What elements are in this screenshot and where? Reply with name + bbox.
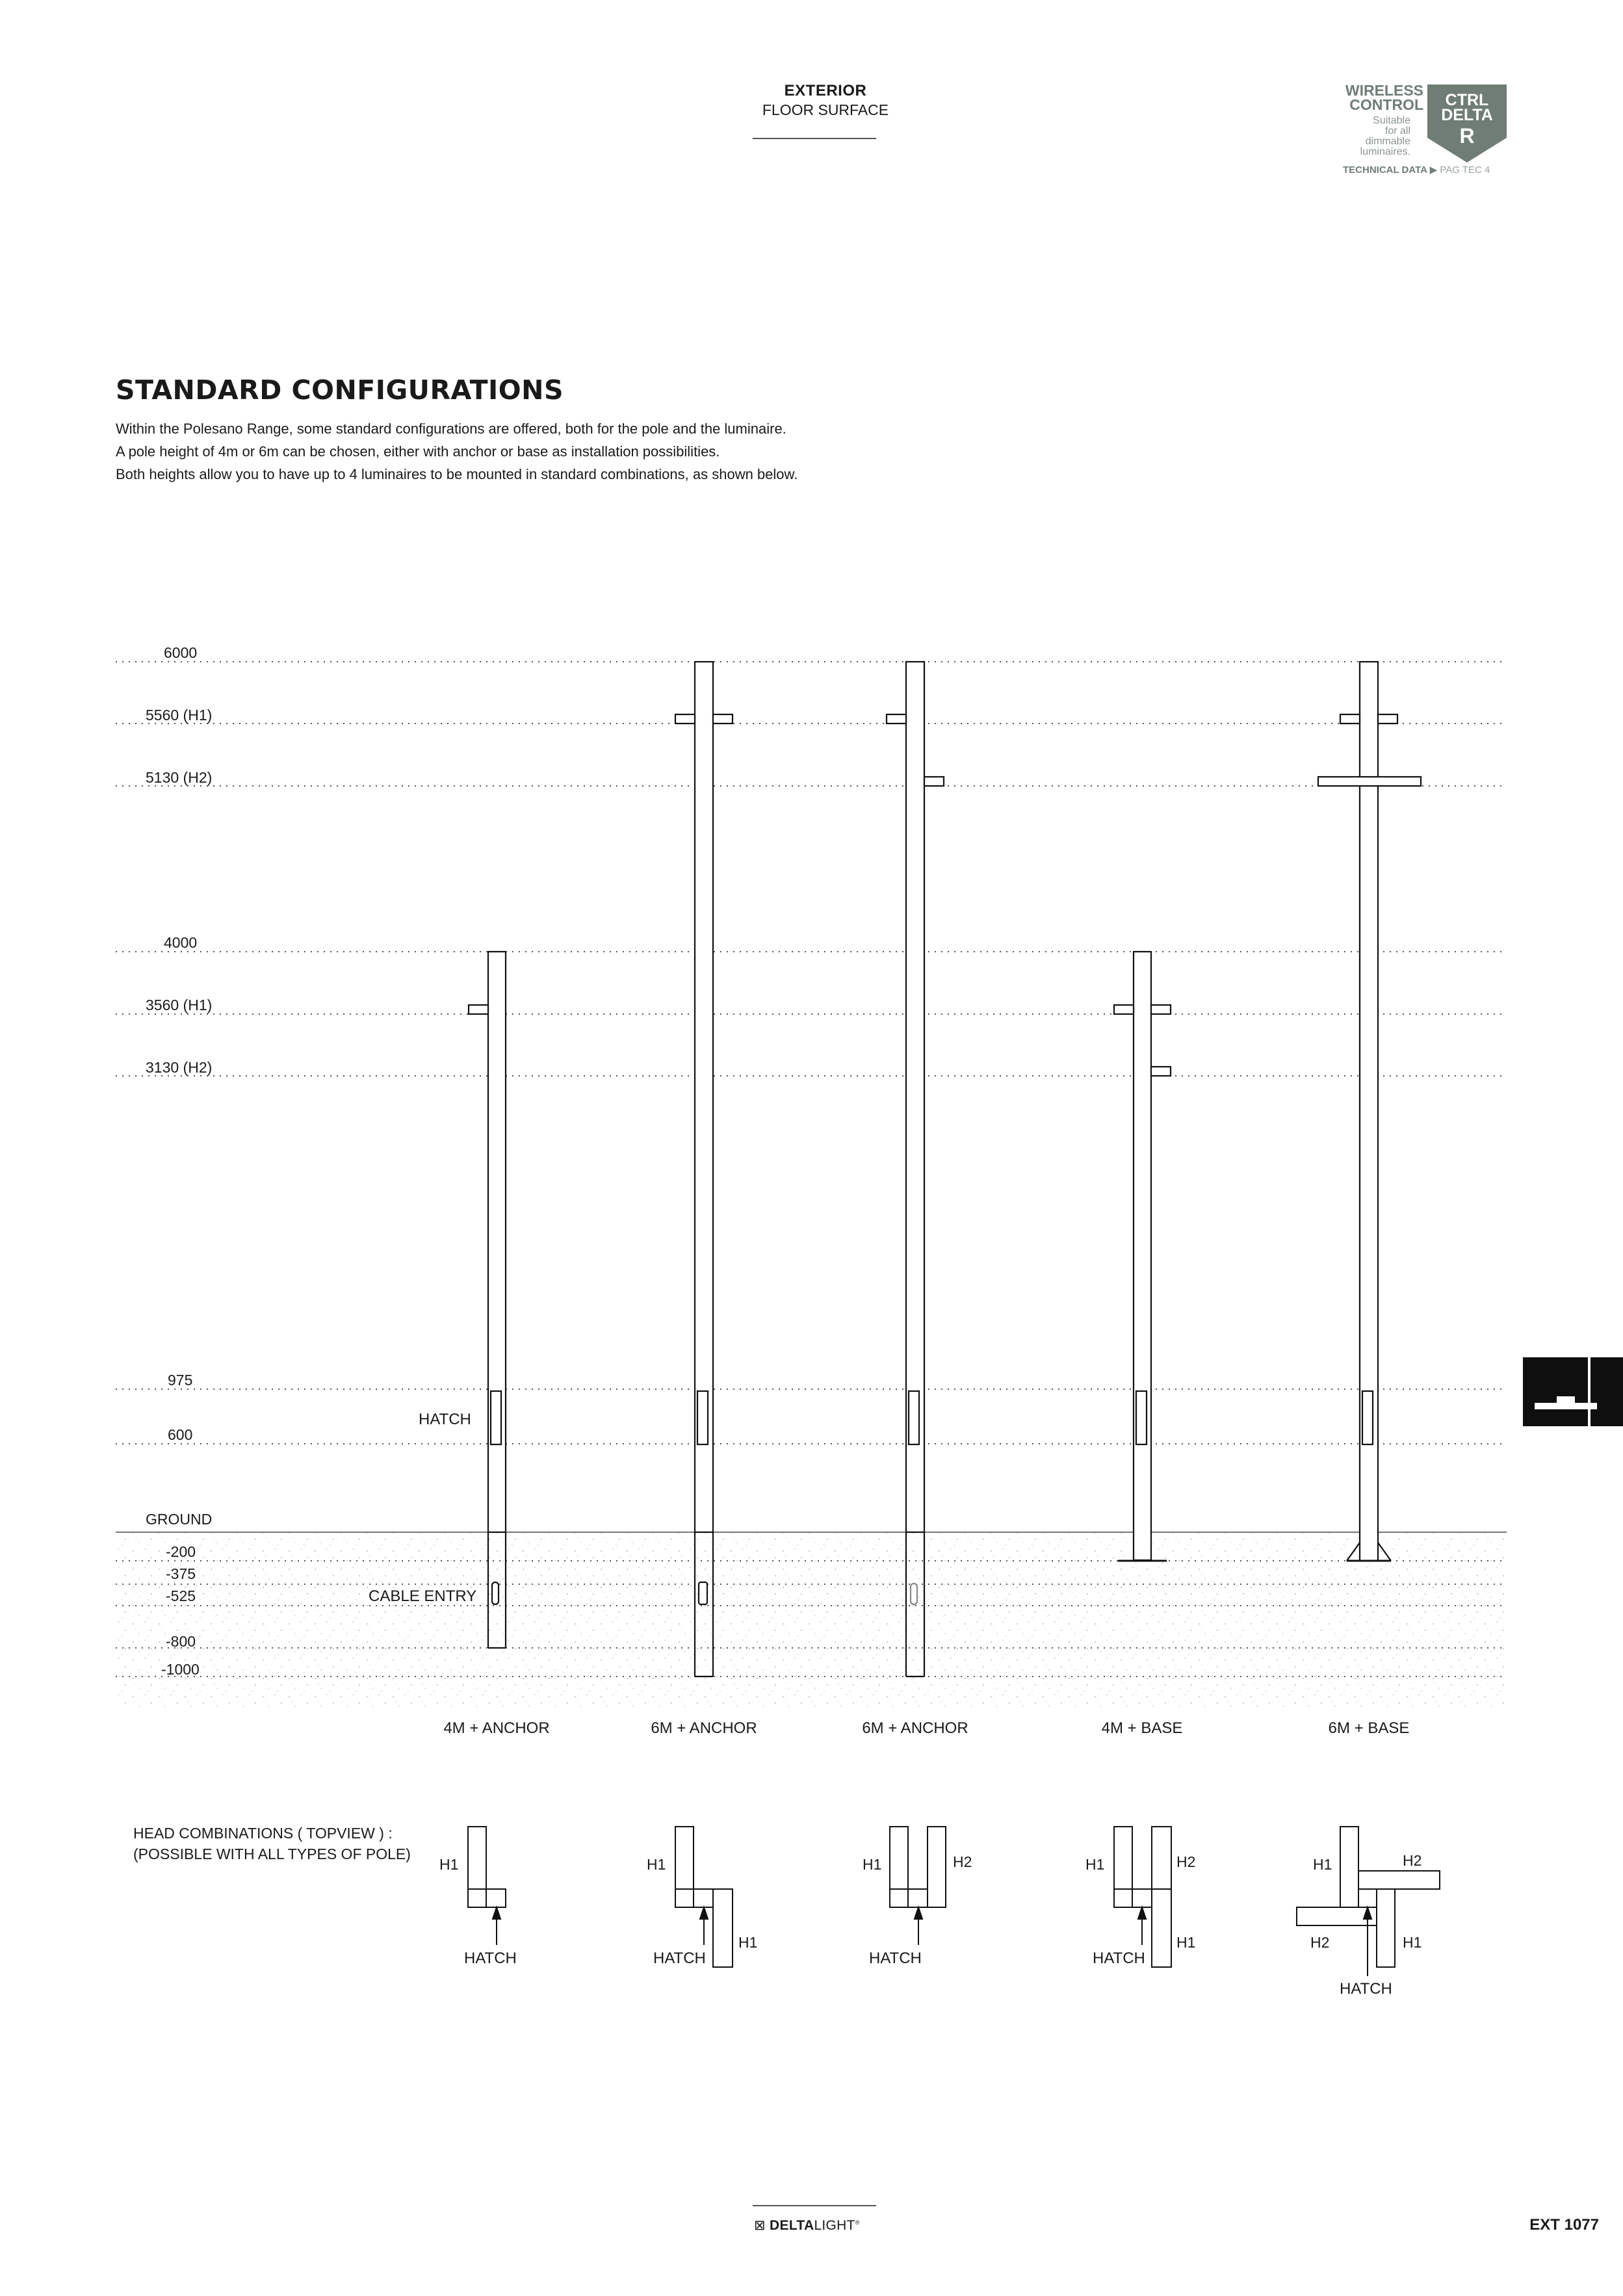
combo4-h1: H1 — [1085, 1856, 1105, 1873]
brand-light: LIGHT — [814, 2218, 855, 2233]
pole-6m-anchor-a — [675, 662, 733, 1676]
label-ground: GROUND — [146, 1511, 213, 1528]
arrow-up-icon — [915, 1907, 922, 1919]
cable-entry-slot — [492, 1582, 499, 1604]
label-minus-200: -200 — [166, 1543, 196, 1560]
luminaire-h1-left — [1340, 714, 1360, 724]
luminaire-h1-left — [675, 714, 695, 724]
config-label-5: 6M + BASE — [1328, 1719, 1410, 1737]
config-label-1: 4M + ANCHOR — [443, 1719, 550, 1737]
cable-entry-slot — [911, 1584, 917, 1604]
floor-surface-icon — [1523, 1357, 1623, 1426]
luminaire-h2 — [924, 777, 944, 786]
label-minus-800: -800 — [166, 1633, 196, 1650]
suitable-line-4: luminaires. — [1360, 146, 1410, 157]
delta-light-logo-icon: ⊠ — [754, 2218, 766, 2233]
label-975: 975 — [168, 1372, 193, 1389]
intro-line-1: Within the Polesano Range, some standard configurations are offered, both for the pole and the luminaire. — [116, 421, 786, 437]
soil-area — [116, 1532, 1508, 1708]
hatch-door — [697, 1391, 708, 1444]
config-label-3: 6M + ANCHOR — [862, 1719, 968, 1737]
label-6000: 6000 — [164, 644, 198, 661]
suitable-line-2: for all — [1384, 125, 1410, 137]
label-5130: 5130 (H2) — [146, 769, 213, 786]
shield-ctrl: CTRL — [1445, 91, 1489, 109]
brand-bold: DELTA — [770, 2218, 814, 2233]
combo1-hatch: HATCH — [464, 1950, 517, 1967]
label-5560: 5560 (H1) — [146, 707, 213, 724]
pag-tec-label: PAG TEC 4 — [1440, 164, 1490, 176]
combo5-h1-b: H1 — [1403, 1934, 1422, 1951]
label-4000: 4000 — [164, 934, 198, 951]
pole-top — [486, 1889, 506, 1907]
combo2-h1: H1 — [647, 1856, 666, 1873]
luminaire-h1 — [469, 1005, 488, 1014]
footer-divider — [753, 2205, 876, 2206]
pole-6m-anchor-b — [887, 662, 944, 1676]
combo2-h1-b: H1 — [738, 1934, 758, 1951]
config-label-2: 6M + ANCHOR — [651, 1719, 757, 1737]
wireless-label: WIRELESS — [1345, 82, 1423, 99]
section-title: STANDARD CONFIGURATIONS — [116, 374, 564, 406]
technical-data-label: TECHNICAL DATA — [1343, 164, 1427, 176]
luminaire-h1-right — [1378, 714, 1397, 724]
config-labels — [443, 1719, 1409, 1737]
pole-top — [694, 1889, 713, 1907]
control-label: CONTROL — [1349, 96, 1423, 113]
luminaire-h2 — [1151, 1067, 1171, 1076]
header-subcategory: FLOOR SURFACE — [762, 101, 889, 118]
head-h1-top — [1340, 1827, 1358, 1907]
pole-6m-base — [1318, 662, 1421, 1561]
cable-entry-annotation: CABLE ENTRY — [369, 1587, 477, 1605]
hatch-door — [491, 1391, 501, 1444]
head-h1 — [890, 1827, 908, 1907]
shield-r: R — [1459, 124, 1475, 148]
label-minus-1000: -1000 — [161, 1661, 200, 1678]
shield-delta: DELTA — [1441, 106, 1493, 124]
label-3130: 3130 (H2) — [146, 1059, 213, 1076]
head-h2 — [928, 1827, 946, 1907]
head-h1-bottom — [713, 1889, 733, 1967]
head-combos-title-2: (POSSIBLE WITH ALL TYPES OF POLE) — [133, 1846, 411, 1862]
hatch-annotation: HATCH — [419, 1411, 471, 1428]
combo4-h1-b: H1 — [1176, 1934, 1196, 1951]
luminaire-h1 — [887, 714, 906, 724]
luminaire-h1-right — [1151, 1005, 1171, 1014]
hatch-door — [909, 1391, 919, 1444]
head-combo-1 — [468, 1827, 506, 1945]
combo4-hatch: HATCH — [1093, 1950, 1145, 1967]
label-3560: 3560 (H1) — [146, 997, 213, 1013]
head-h1 — [468, 1827, 486, 1907]
combo5-h2: H2 — [1403, 1852, 1422, 1869]
intro-line-3: Both heights allow you to have up to 4 luminaires to be mounted in standard combinations, as shown below. — [116, 466, 798, 482]
hatch-door — [1362, 1391, 1373, 1444]
arrow-up-icon — [1138, 1907, 1146, 1919]
suitable-line-3: dimmable — [1365, 136, 1410, 147]
luminaire-h1-left — [1114, 1005, 1134, 1014]
combo4-h2: H2 — [1176, 1853, 1196, 1870]
brand-registered: ® — [855, 2219, 860, 2226]
section-tab[interactable] — [1523, 1357, 1623, 1426]
head-combos-title-1: HEAD COMBINATIONS ( TOPVIEW ) : — [133, 1825, 393, 1842]
pole-top — [1358, 1889, 1377, 1907]
cable-entry-slot — [699, 1582, 707, 1604]
combo2-hatch: HATCH — [653, 1950, 706, 1967]
head-h1-top — [1114, 1827, 1132, 1907]
pole-shaft — [1134, 952, 1151, 1560]
head-h2-h1-right — [1152, 1827, 1171, 1967]
page-number: EXT 1077 — [1529, 2216, 1599, 2234]
head-h1-top — [675, 1827, 694, 1907]
head-h1-bottom — [1377, 1889, 1395, 1967]
pole-top — [908, 1889, 928, 1907]
pole-top — [1132, 1889, 1152, 1907]
triangle-right-icon: ▶ — [1429, 164, 1438, 176]
arrow-up-icon — [493, 1907, 500, 1919]
label-600: 600 — [168, 1426, 193, 1443]
brand-logo — [754, 2217, 884, 2234]
label-minus-375: -375 — [166, 1565, 196, 1582]
combo1-h1: H1 — [439, 1856, 459, 1873]
luminaire-h2-crossarm — [1318, 777, 1421, 786]
arrow-up-icon — [700, 1907, 708, 1919]
label-minus-525: -525 — [166, 1587, 196, 1604]
head-combo-5 — [1297, 1827, 1440, 1976]
combo5-h1: H1 — [1313, 1856, 1332, 1873]
combo3-h2: H2 — [953, 1853, 972, 1870]
head-combo-3 — [890, 1827, 946, 1945]
intro-line-2: A pole height of 4m or 6m can be chosen, either with anchor or base as installation possibilities. — [116, 443, 720, 460]
luminaire-h1-right — [713, 714, 733, 724]
config-label-4: 4M + BASE — [1101, 1719, 1183, 1737]
header-category: EXTERIOR — [784, 82, 867, 99]
suitable-line-1: Suitable — [1373, 115, 1410, 126]
head-combo-2 — [675, 1827, 733, 1967]
pole-4m-base — [1114, 952, 1171, 1561]
level-labels — [146, 644, 212, 1678]
combo3-h1: H1 — [863, 1856, 882, 1873]
hatch-door — [1136, 1391, 1147, 1444]
combo5-hatch: HATCH — [1340, 1980, 1392, 1998]
level-lines — [116, 662, 1507, 1676]
combo3-hatch: HATCH — [869, 1950, 922, 1967]
combo5-h2-b: H2 — [1310, 1934, 1330, 1951]
head-h2-top — [1358, 1871, 1440, 1889]
head-combo-4 — [1114, 1827, 1171, 1967]
